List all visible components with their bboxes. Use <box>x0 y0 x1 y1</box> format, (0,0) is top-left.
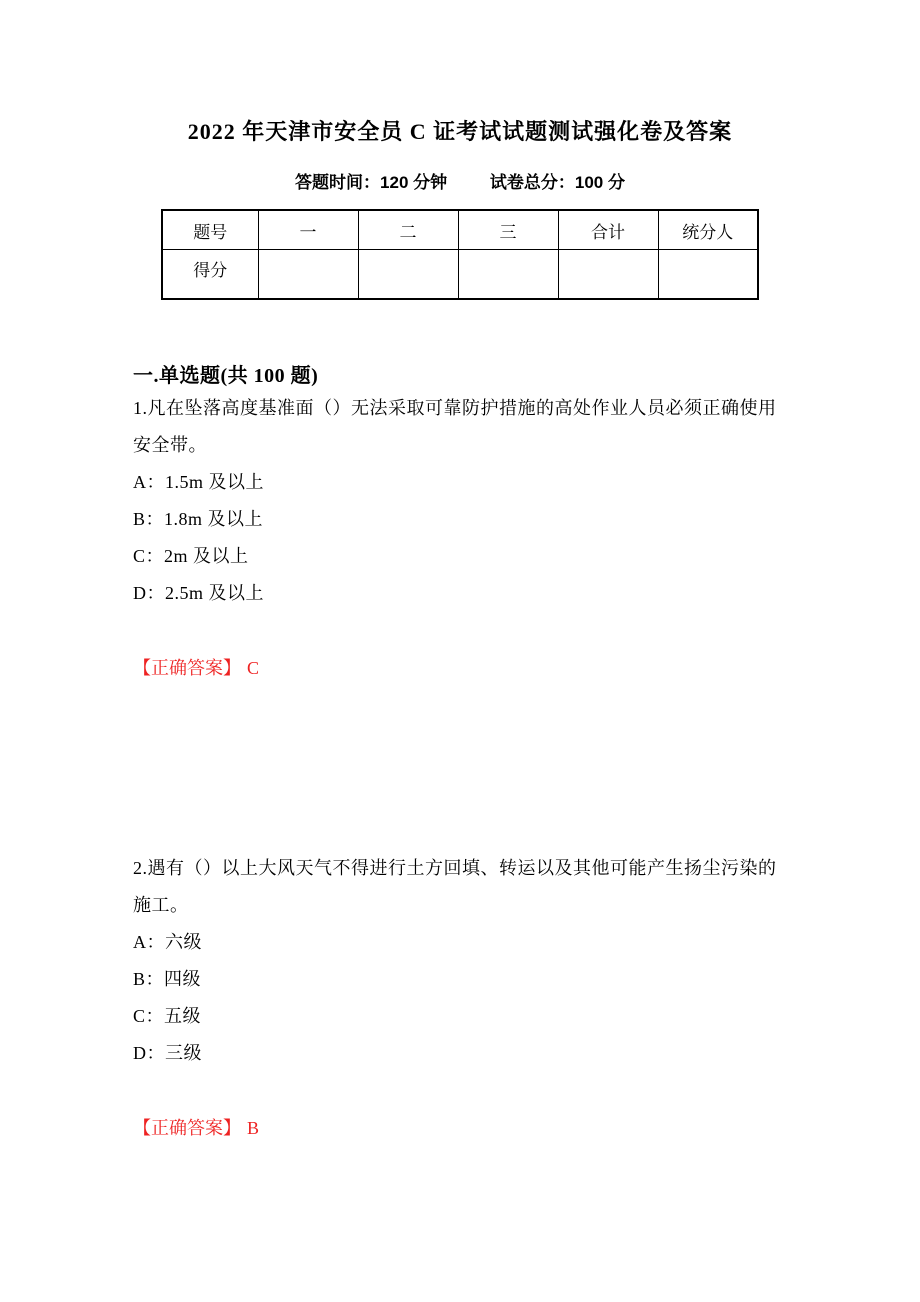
score-cell-empty <box>658 250 758 300</box>
score-table-header-cell: 题号 <box>162 210 258 250</box>
option-b: B：四级 <box>133 969 202 989</box>
correct-answer-line <box>133 650 792 687</box>
page-title: 2022 年天津市安全员 C 证考试试题测试强化卷及答案 <box>187 119 733 144</box>
question-text-line: 安全带。 <box>133 435 207 455</box>
score-row-label: 得分 <box>162 250 258 300</box>
score-table-header-cell: 二 <box>358 210 458 250</box>
question-text-line: 1.凡在坠落高度基准面（）无法采取可靠防护措施的高处作业人员必须正确使用 <box>133 398 777 418</box>
score-table <box>161 209 759 300</box>
option-a: A：六级 <box>133 932 202 952</box>
exam-meta <box>0 172 920 194</box>
correct-answer-letter: B <box>247 1118 260 1138</box>
question-block-1 <box>133 390 792 687</box>
question-text-line: 施工。 <box>133 895 189 915</box>
score-table-header-row <box>162 210 758 250</box>
option-a: A：1.5m 及以上 <box>133 472 264 492</box>
question-block-2 <box>133 850 792 1147</box>
option-d: D：三级 <box>133 1043 202 1063</box>
correct-answer-label: 【正确答案】 <box>133 1118 241 1138</box>
option-c: C：2m 及以上 <box>133 546 249 566</box>
score-table-header-cell: 统分人 <box>658 210 758 250</box>
score-cell-empty <box>358 250 458 300</box>
option-d: D：2.5m 及以上 <box>133 583 264 603</box>
score-table-header-cell: 一 <box>258 210 358 250</box>
correct-answer-label: 【正确答案】 <box>133 658 241 678</box>
score-table-header-cell: 合计 <box>558 210 658 250</box>
question-text-line: 2.遇有（）以上大风天气不得进行土方回填、转运以及其他可能产生扬尘污染的 <box>133 858 777 878</box>
score-table-value-row <box>162 250 758 300</box>
section-heading: 一.单选题(共 100 题) <box>133 365 319 387</box>
exam-content <box>133 362 792 1147</box>
option-b: B：1.8m 及以上 <box>133 509 264 529</box>
score-cell-empty <box>258 250 358 300</box>
score-cell-empty <box>558 250 658 300</box>
correct-answer-line <box>133 1110 792 1147</box>
correct-answer-letter: C <box>247 658 260 678</box>
option-c: C：五级 <box>133 1006 202 1026</box>
total-score-label: 试卷总分：100 分 <box>489 173 625 192</box>
score-cell-empty <box>458 250 558 300</box>
answer-time-label: 答题时间：120 分钟 <box>295 173 448 192</box>
score-table-header-cell: 三 <box>458 210 558 250</box>
